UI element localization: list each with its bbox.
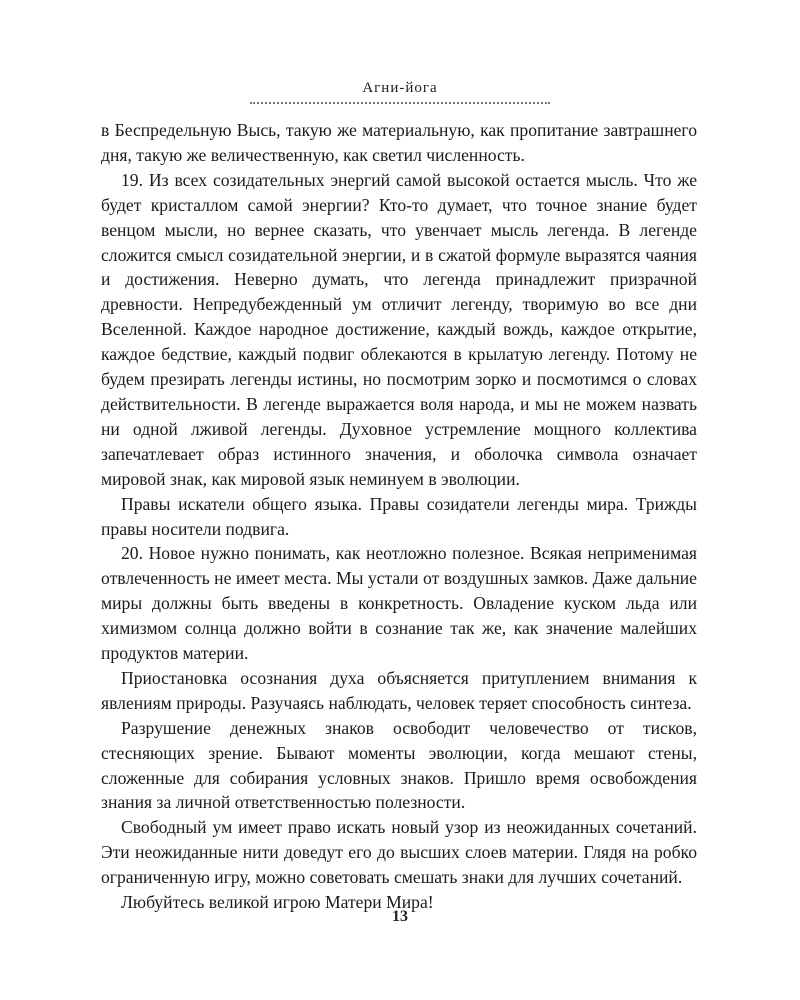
running-title: Агни-йога: [362, 80, 438, 96]
paragraph-19-continued: Правы искатели общего языка. Правы созидатели легенды мира. Трижды правы носители подвига.: [101, 493, 697, 539]
body-text: [101, 118, 697, 915]
page-number: 13: [392, 908, 408, 925]
paragraph-20: 20. Новое нужно понимать, как неотложно полезное. Всякая неприменимая отвлеченность не имеет места. Мы устали от воздушных замков. Даже дальние миры должны быть введены в конкретность. Овладение куском льда или химизмом солнца должно войти в сознание так же, как значение малейших продуктов материи.: [101, 543, 697, 664]
header-dotted-rule: [250, 102, 550, 104]
paragraph-20-free-mind: Свободный ум имеет право искать новый узор из неожиданных сочетаний. Эти неожиданные нити доведут его до высших слоев материи. Глядя на робко ограниченную игру, можно советовать смешать знаки для лучших сочетаний.: [101, 817, 697, 888]
paragraph-20-money: Разрушение денежных знаков освободит человечество от тисков, стесняющих зрение. Бывают моменты эволюции, когда мешают стены, сложенные для собирания условных знаков. Пришло время освобождения знания за личной ответственностью полезности.: [101, 717, 697, 813]
paragraph-19: 19. Из всех созидательных энергий самой высокой остается мысль. Что же будет кристаллом самой энергии? Кто-то думает, что точное знание будет венцом мысли, но вернее сказать, что увенчает мысль легенда. В легенде сложится смысл созидательной энергии, и в сжатой формуле выразятся чаяния и достижения. Неверно думать, что легенда принадлежит призрачной древности. Непредубежденный ум отличит легенду, творимую во все дни Вселенной. Каждое народное достижение, каждый вождь, каждое открытие, каждое бедствие, каждый подвиг облекаются в крылатую легенду. Потому не будем презирать легенды истины, но посмотрим зорко и посмотимся о словах действительности. В легенде выражается воля народа, и мы не можем назвать ни одной лживой легенды. Духовное устремление мощного коллектива запечатлевает образ истинного значения, и оболочка символа означает мировой знак, как мировой язык неминуем в эволюции.: [101, 169, 697, 489]
paragraph-continuation: в Беспредельную Высь, такую же материальную, как пропитание завтрашнего дня, такую же величественную, как светил численность.: [101, 120, 697, 165]
paragraph-20-closing: Любуйтесь великой игрою Матери Мира!: [121, 892, 434, 913]
paragraph-20-attention: Приостановка осознания духа объясняется притуплением внимания к явлениям природы. Разучаясь наблюдать, человек теряет способность синтеза.: [101, 667, 697, 713]
